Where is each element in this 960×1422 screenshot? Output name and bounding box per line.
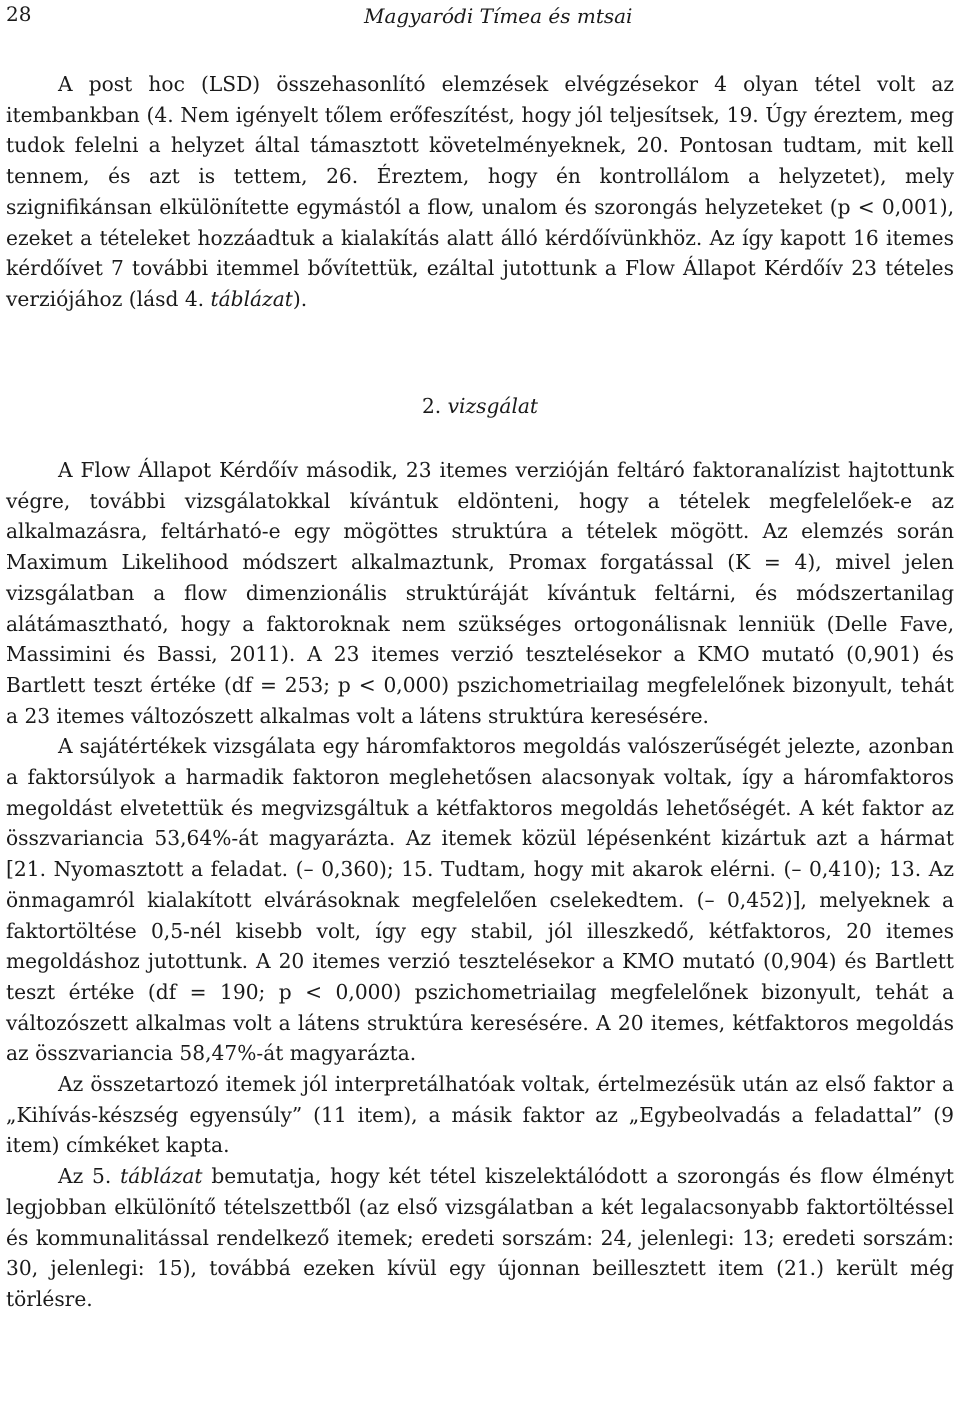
paragraph-factor-labels: Az összetartozó itemek jól interpretálhatóak voltak, értelmezésük után az első faktor a „Kihívás-készség egyensúly” (11 item), a másik faktor az „Egybeolvadás a feladattal” (9 item) címkéket kapta. <box>6 1072 954 1158</box>
paragraph-intro-text: A post hoc (LSD) összehasonlító elemzések elvégzésekor 4 olyan tétel volt az itembankban (4. Nem igényelt tőlem erőfeszítést, hogy jól teljesítsek, 19. Úgy éreztem, meg tudok felelni a helyzet által támasztott követelményeknek, 20. Pontosan tudtam, mit kell tennem, és azt is tettem, 26. Éreztem, hogy én kontrollálom a helyzetet), mely szignifikánsan elkülönítette egymástól a flow, unalom és szorongás helyzeteket (p < 0,001), ezeket a tételeket hozzáadtuk a kialakítás alatt álló kérdőívünkhöz. Az így kapott 16 itemes kérdőívet 7 további itemmel bővítettük, ezáltal jutottunk a Flow Állapot Kérdőív 23 tételes verziójához (lásd <box>6 72 954 311</box>
intro-block <box>6 69 954 315</box>
table-ref-4: 4. táblázat <box>184 286 293 311</box>
paragraph-intro-close: ). <box>292 286 308 311</box>
paragraph-table-5: Az 5. táblázat bemutatja, hogy két tétel kiszelektálódott a szorongás és flow élményt legjobban elkülönítő tételszettből (az első vizsgálatban a két legalacsonyabb faktortöltéssel és kommunalitással rendelkező itemek; eredeti sorszám: 24, jelenlegi: 13; eredeti sorszám: 30, jelenlegi: 15), továbbá ezeken kívül egy újonnan beillesztett item (21.) került még törlésre. <box>6 1164 954 1311</box>
paragraph-eigenvalues: A sajátértékek vizsgálata egy háromfaktoros megoldás valószerűségét jelezte, azonban a faktorsúlyok a harmadik faktoron meglehetősen alacsonyak voltak, így a háromfaktoros megoldást elvetettük és megvizsgáltuk a kétfaktoros megoldás lehetőségét. A két faktor az összvariancia 53,64%-át magyarázta. Az itemek közül lépésenként kizártuk azt a hármat [21. Nyomasztott a feladat. (– 0,360); 15. Tudtam, hogy mit akarok elérni. (– 0,410); 13. Az önmagamról kialakított elvárásoknak megfelelően cselekedtem. (– 0,452)], melyeknek a faktortöltése 0,5-nél kisebb volt, így egy stabil, jól illeszkedő, kétfaktoros, 20 itemes megoldáshoz jutottunk. A 20 itemes verzió tesztelésekor a KMO mutató (0,904) és Bartlett teszt értéke (df = 190; p < 0,000) pszichometriailag megfelelőnek bizonyult, tehát a változószett alkalmas volt a látens struktúra keresésére. A 20 itemes, kétfaktoros megoldás az összvariancia 58,47%-át magyarázta. <box>6 734 954 1066</box>
table-ref-4-word: táblázat <box>210 286 293 311</box>
section-label: vizsgálat <box>447 394 539 418</box>
paragraph-table-5-text: bemutatja, hogy két tétel kiszelektálódott a szorongás és flow élményt legjobban elkülönítő tételszettből (az első vizsgálatban a két legalacsonyabb faktortöltéssel és kommunalitással rendelkező itemek; eredeti sorszám: 24, jelenlegi: 13; eredeti sorszám: 30, jelenlegi: 15), továbbá ezeken kívül egy újonnan beillesztett item (21.) került még törlésre. <box>6 1164 954 1311</box>
study2-block <box>6 455 954 1315</box>
table-ref-5-word: táblázat <box>120 1164 203 1189</box>
section-number: 2. <box>421 394 442 418</box>
paragraph-factor-analysis: A Flow Állapot Kérdőív második, 23 itemes verzióján feltáró faktoranalízist hajtottunk végre, további vizsgálatokkal kívántuk eldönteni, hogy a tételek megfelelőek-e az alkalmazásra, feltárható-e egy mögöttes struktúra a tételek mögött. Az elemzés során Maximum Likelihood módszert alkalmaztunk, Promax forgatással (K = 4), mivel jelen vizsgálatban a flow dimenzionális struktúráját kívántuk feltárni, és módszertanilag alátámasztható, hogy a faktoroknak nem szükséges ortogonálisnak lenniük (Delle Fave, Massimini és Bassi, 2011). A 23 itemes verzió tesztelésekor a KMO mutató (0,901) és Bartlett teszt értéke (df = 253; p < 0,000) pszichometriailag megfelelőnek bizonyult, tehát a 23 itemes változószett alkalmas volt a látens struktúra keresésére. <box>6 458 954 728</box>
paragraph-intro <box>6 69 954 315</box>
running-title: Magyaródi Tímea és mtsai <box>364 4 633 28</box>
section-heading <box>0 394 960 418</box>
table-ref-5-num: 5. <box>92 1164 112 1189</box>
page-number: 28 <box>6 2 32 26</box>
running-head <box>6 2 954 32</box>
